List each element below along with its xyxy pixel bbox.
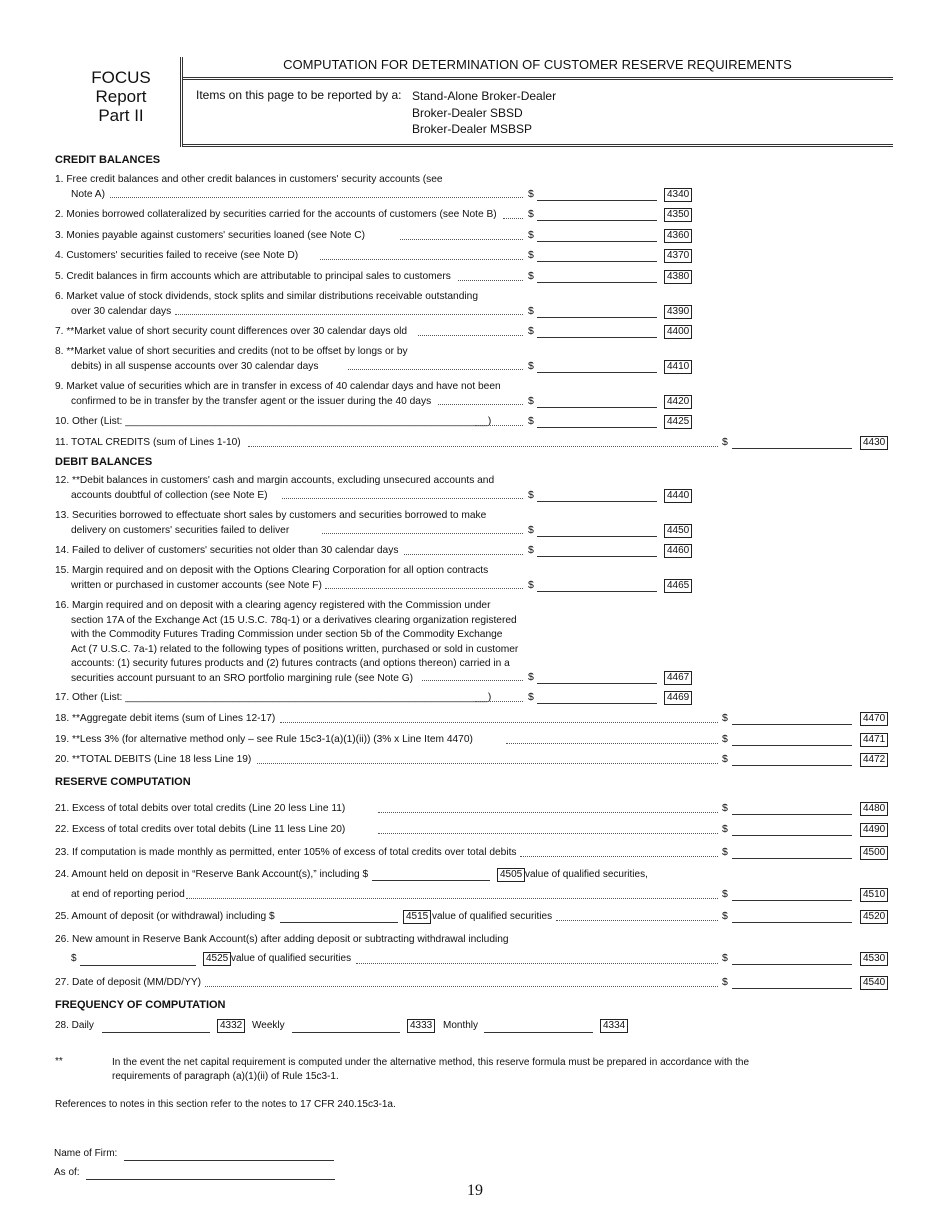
amount-field-4430[interactable] — [732, 448, 852, 449]
dollar-sign: $ — [722, 802, 728, 814]
line-label: confirmed to be in transfer by the transfer agent or the issuer during the 40 days — [71, 395, 432, 407]
item-code-box: 4390 — [664, 305, 692, 319]
leader-dots — [475, 425, 523, 426]
amount-field-4500[interactable] — [732, 858, 852, 859]
weekly-field[interactable] — [292, 1032, 400, 1033]
leader-dots — [404, 554, 523, 555]
dollar-sign: $ — [722, 436, 728, 448]
line-label: 16. Margin required and on deposit with a clearing agency registered with the Commission under — [55, 600, 491, 611]
line-label: 27. Date of deposit (MM/DD/YY) — [55, 977, 202, 988]
debit-balances-heading: DEBIT BALANCES — [55, 456, 153, 468]
as-of-label: As of: — [54, 1167, 80, 1178]
item-code-box: 4490 — [860, 823, 888, 837]
line-label: 14. Failed to deliver of customers' securities not older than 30 calendar days — [55, 545, 399, 556]
title-rule — [183, 77, 893, 80]
line-label: 21. Excess of total debits over total credits (Line 20 less Line 11) — [55, 803, 346, 814]
item-code-box: 4340 — [664, 188, 692, 202]
item-code-box: 4420 — [664, 395, 692, 409]
leader-dots — [325, 588, 523, 589]
line-label: 8. **Market value of short securities and credits (not to be offset by longs or by — [55, 346, 408, 357]
line-label: 9. Market value of securities which are in transfer in excess of 40 calendar days and have not been — [55, 381, 501, 392]
line-label: 5. Credit balances in firm accounts which are attributable to principal sales to customers — [55, 271, 451, 282]
leader-dots — [320, 259, 523, 260]
daily-label: 28. Daily — [55, 1020, 94, 1031]
line-label: 20. **TOTAL DEBITS (Line 18 less Line 19) — [55, 754, 252, 765]
line-label: 12. **Debit balances in customers' cash and margin accounts, excluding unsecured accounts and — [55, 475, 495, 486]
amount-field-4480[interactable] — [732, 814, 852, 815]
leader-dots — [257, 763, 718, 764]
leader-dots — [378, 833, 718, 834]
leader-dots — [378, 812, 718, 813]
leader-dots — [418, 335, 523, 336]
line-24-cont — [71, 888, 185, 903]
line-label: 26. New amount in Reserve Bank Account(s) after adding deposit or subtracting withdrawal including — [55, 934, 509, 945]
item-code-box: 4332 — [217, 1019, 245, 1033]
amount-field-4420[interactable] — [537, 407, 657, 408]
item-code-box: 4360 — [664, 229, 692, 243]
line-label: 10. Other (List: ________________________________________________________________) — [55, 416, 492, 427]
dollar-sign: $ — [722, 733, 728, 745]
amount-field-4390[interactable] — [537, 317, 657, 318]
amount-field-4350[interactable] — [537, 220, 657, 221]
item-code-box: 4380 — [664, 270, 692, 284]
dollar-sign: $ — [528, 305, 534, 317]
line-label: 24. Amount held on deposit in “Reserve Bank Account(s),” including $ — [55, 869, 369, 880]
entity-item: Stand-Alone Broker-Dealer — [412, 89, 557, 103]
line-16 — [55, 599, 895, 686]
item-code-box: 4370 — [664, 249, 692, 263]
leader-dots — [205, 986, 718, 987]
leader-dots — [110, 197, 523, 198]
line-label: over 30 calendar days — [71, 305, 172, 317]
amount-field-4410[interactable] — [537, 372, 657, 373]
line-label: securities account pursuant to an SRO portfolio margining rule (see Note G) — [71, 672, 414, 684]
line-7 — [55, 325, 895, 340]
leader-dots — [400, 239, 523, 240]
amount-field-4440[interactable] — [537, 501, 657, 502]
item-code-box: 4500 — [860, 846, 888, 860]
frequency-heading: FREQUENCY OF COMPUTATION — [55, 999, 226, 1011]
dollar-sign: $ — [722, 910, 728, 922]
entity-list — [412, 88, 556, 138]
line-label: at end of reporting period — [71, 889, 185, 900]
amount-field-4340[interactable] — [537, 200, 657, 201]
references-note: References to notes in this section refer to the notes to 17 CFR 240.15c3-1a. — [55, 1099, 396, 1110]
dollar-sign: $ — [722, 846, 728, 858]
item-code-box: 4430 — [860, 436, 888, 450]
dollar-sign: $ — [528, 489, 534, 501]
item-code-box: 4470 — [860, 712, 888, 726]
dollar-sign: $ — [528, 671, 534, 683]
dollar-sign: $ — [528, 208, 534, 220]
line-10 — [55, 415, 895, 430]
line-label: 11. TOTAL CREDITS (sum of Lines 1-10) — [55, 437, 241, 448]
line-label: 22. Excess of total credits over total debits (Line 11 less Line 20) — [55, 824, 346, 835]
alternative-method-note: In the event the net capital requirement is computed under the alternative method, this reserve formula must be prepared in accordance with the requirements of paragraph (a)(1)(ii) of Rule 15c3-1. — [112, 1057, 750, 1082]
firm-name-field[interactable] — [124, 1160, 334, 1161]
line-label: 3. Monies payable against customers' securities loaned (see Note C) — [55, 230, 365, 241]
monthly-field[interactable] — [484, 1032, 593, 1033]
dollar-sign: $ — [722, 753, 728, 765]
qualified-securities-field-4505[interactable] — [372, 880, 490, 881]
header-divider — [180, 57, 184, 147]
dollar-sign: $ — [722, 952, 728, 964]
dollar-sign: $ — [528, 415, 534, 427]
dollar-sign: $ — [528, 188, 534, 200]
item-code-box: 4450 — [664, 524, 692, 538]
leader-dots — [475, 701, 523, 702]
item-code-box: 4510 — [860, 888, 888, 902]
dollar-sign: $ — [722, 712, 728, 724]
amount-field-4380[interactable] — [537, 282, 657, 283]
dollar-sign: $ — [528, 579, 534, 591]
leader-dots — [356, 963, 718, 964]
line-label: value of qualified securities — [231, 953, 352, 964]
leader-dots — [422, 680, 523, 681]
leader-dots — [186, 898, 718, 899]
entity-item: Broker-Dealer SBSD — [412, 105, 523, 120]
amount-field-4530[interactable] — [732, 964, 852, 965]
line-label: with the Commodity Futures Trading Commission under section 5b of the Commodity Exchange — [71, 629, 503, 640]
leader-dots — [458, 280, 523, 281]
leader-dots — [248, 446, 718, 447]
item-code-box: 4469 — [664, 691, 692, 705]
dollar-sign: $ — [528, 544, 534, 556]
page-title: COMPUTATION FOR DETERMINATION OF CUSTOMER RESERVE REQUIREMENTS — [283, 57, 792, 72]
dollar-sign: $ — [722, 888, 728, 900]
item-code-box: 4465 — [664, 579, 692, 593]
dollar-sign: $ — [528, 270, 534, 282]
item-code-box: 4540 — [860, 976, 888, 990]
dollar-sign: $ — [528, 325, 534, 337]
leader-dots — [282, 498, 523, 499]
footnote-marker: ** — [55, 1056, 63, 1067]
item-code-box: 4440 — [664, 489, 692, 503]
dollar-sign: $ — [722, 823, 728, 835]
item-code-box: 4520 — [860, 910, 888, 924]
line-label: section 17A of the Exchange Act (15 U.S.C. 78q-1) or a derivatives clearing organization registered — [71, 614, 517, 626]
line-label: 19. **Less 3% (for alternative method only – see Rule 15c3-1(a)(1)(ii)) (3% x Line Item 4470) — [55, 734, 473, 745]
amount-field-4460[interactable] — [537, 556, 657, 557]
item-code-box: 4460 — [664, 544, 692, 558]
dollar-sign: $ — [528, 691, 534, 703]
reserve-computation-heading: RESERVE COMPUTATION — [55, 776, 191, 788]
amount-field-4360[interactable] — [537, 241, 657, 242]
leader-dots — [175, 314, 523, 315]
line-4 — [55, 249, 895, 264]
line-label: 2. Monies borrowed collateralized by securities carried for the accounts of customers (see Note B) — [55, 209, 497, 220]
amount-field-4470[interactable] — [732, 724, 852, 725]
amount-field-4370[interactable] — [537, 261, 657, 262]
line-label: 18. **Aggregate debit items (sum of Lines 12-17) — [55, 713, 276, 724]
item-code-box: 4425 — [664, 415, 692, 429]
line-label: value of qualified securities — [432, 911, 553, 922]
dollar-sign: $ — [528, 229, 534, 241]
leader-dots — [556, 920, 718, 921]
line-label: Note A) — [71, 188, 105, 200]
amount-field-4400[interactable] — [537, 337, 657, 338]
line-label: accounts doubtful of collection (see Note E) — [71, 489, 268, 501]
dollar-sign: $ — [528, 360, 534, 372]
item-code-box: 4333 — [407, 1019, 435, 1033]
as-of-field[interactable] — [86, 1179, 335, 1180]
amount-field-4469[interactable] — [537, 703, 657, 704]
item-code-box: 4467 — [664, 671, 692, 685]
amount-field-4465[interactable] — [537, 591, 657, 592]
line-label: debits) in all suspense accounts over 30 calendar days — [71, 360, 319, 372]
amount-field-4490[interactable] — [732, 835, 852, 836]
line-label: 6. Market value of stock dividends, stock splits and similar distributions receivable outstanding — [55, 291, 478, 302]
item-code-box: 4471 — [860, 733, 888, 747]
focus-report-label — [62, 68, 180, 125]
leader-dots — [520, 856, 718, 857]
dollar-sign: $ — [528, 249, 534, 261]
line-3 — [55, 229, 895, 244]
leader-dots — [280, 722, 718, 723]
page-number: 19 — [467, 1182, 483, 1199]
item-code-box: 4400 — [664, 325, 692, 339]
leader-dots — [348, 369, 523, 370]
header-bottom-rule — [183, 144, 893, 147]
item-code-box: 4480 — [860, 802, 888, 816]
item-code-box: 4515 — [403, 910, 431, 924]
line-label: 13. Securities borrowed to effectuate short sales by customers and securities borrowed to make — [55, 510, 487, 521]
dollar-sign: $ — [722, 976, 728, 988]
item-code-box: 4410 — [664, 360, 692, 374]
amount-field-4472[interactable] — [732, 765, 852, 766]
amount-field-4450[interactable] — [537, 536, 657, 537]
reported-by-label: Items on this page to be reported by a: — [196, 88, 402, 102]
leader-dots — [322, 533, 523, 534]
focus-text: FOCUS — [91, 68, 151, 87]
line-label: Act (7 U.S.C. 7a-1) related to the following types of positions written, purchased or sold in customer — [71, 643, 519, 655]
line-label: delivery on customers' securities failed to deliver — [71, 524, 290, 536]
line-label: 15. Margin required and on deposit with the Options Clearing Corporation for all option contracts — [55, 565, 489, 576]
daily-field[interactable] — [102, 1032, 210, 1033]
amount-field-4467[interactable] — [537, 683, 657, 684]
dollar-sign: $ — [528, 395, 534, 407]
qualified-securities-field-4525[interactable] — [80, 965, 196, 966]
dollar-sign: $ — [528, 524, 534, 536]
dollar-sign: $ — [71, 953, 77, 964]
item-code-box: 4505 — [497, 868, 525, 882]
item-code-box: 4530 — [860, 952, 888, 966]
line-14 — [55, 544, 895, 559]
line-label: 23. If computation is made monthly as permitted, enter 105% of excess of total credits over total debits — [55, 847, 517, 858]
entity-item: Broker-Dealer MSBSP — [412, 122, 533, 136]
monthly-label: Monthly — [443, 1020, 479, 1031]
line-17 — [55, 691, 895, 706]
line-label: 1. Free credit balances and other credit balances in customers' security accounts (see — [55, 174, 443, 185]
item-code-box: 4472 — [860, 753, 888, 767]
credit-balances-heading: CREDIT BALANCES — [55, 154, 161, 166]
part-text: Part II — [98, 106, 144, 125]
amount-field-4540[interactable] — [732, 988, 852, 989]
line-5 — [55, 270, 895, 285]
line-label: 17. Other (List: ________________________________________________________________) — [55, 692, 492, 703]
line-label: 7. **Market value of short security count differences over 30 calendar days old — [55, 326, 408, 337]
line-label: accounts: (1) security futures products and (2) futures contracts (and options thereon) carried in a — [71, 658, 510, 669]
amount-field-4520[interactable] — [732, 922, 852, 923]
firm-name-label: Name of Firm: — [54, 1148, 118, 1159]
item-code-box: 4334 — [600, 1019, 628, 1033]
line-label: 25. Amount of deposit (or withdrawal) including $ — [55, 911, 275, 922]
item-code-box: 4525 — [203, 952, 231, 966]
qualified-securities-field-4515[interactable] — [280, 922, 398, 923]
line-label: value of qualified securities, — [525, 869, 648, 880]
item-code-box: 4350 — [664, 208, 692, 222]
leader-dots — [503, 218, 523, 219]
line-2 — [55, 208, 895, 223]
leader-dots — [438, 404, 523, 405]
line-label: written or purchased in customer accounts (see Note F) — [71, 579, 322, 591]
amount-field-4425[interactable] — [537, 427, 657, 428]
leader-dots — [506, 743, 718, 744]
line-26 — [55, 933, 895, 948]
line-label: 4. Customers' securities failed to receive (see Note D) — [55, 250, 299, 261]
weekly-label: Weekly — [252, 1020, 285, 1031]
report-text: Report — [95, 87, 147, 106]
amount-field-4510[interactable] — [732, 900, 852, 901]
amount-field-4471[interactable] — [732, 745, 852, 746]
